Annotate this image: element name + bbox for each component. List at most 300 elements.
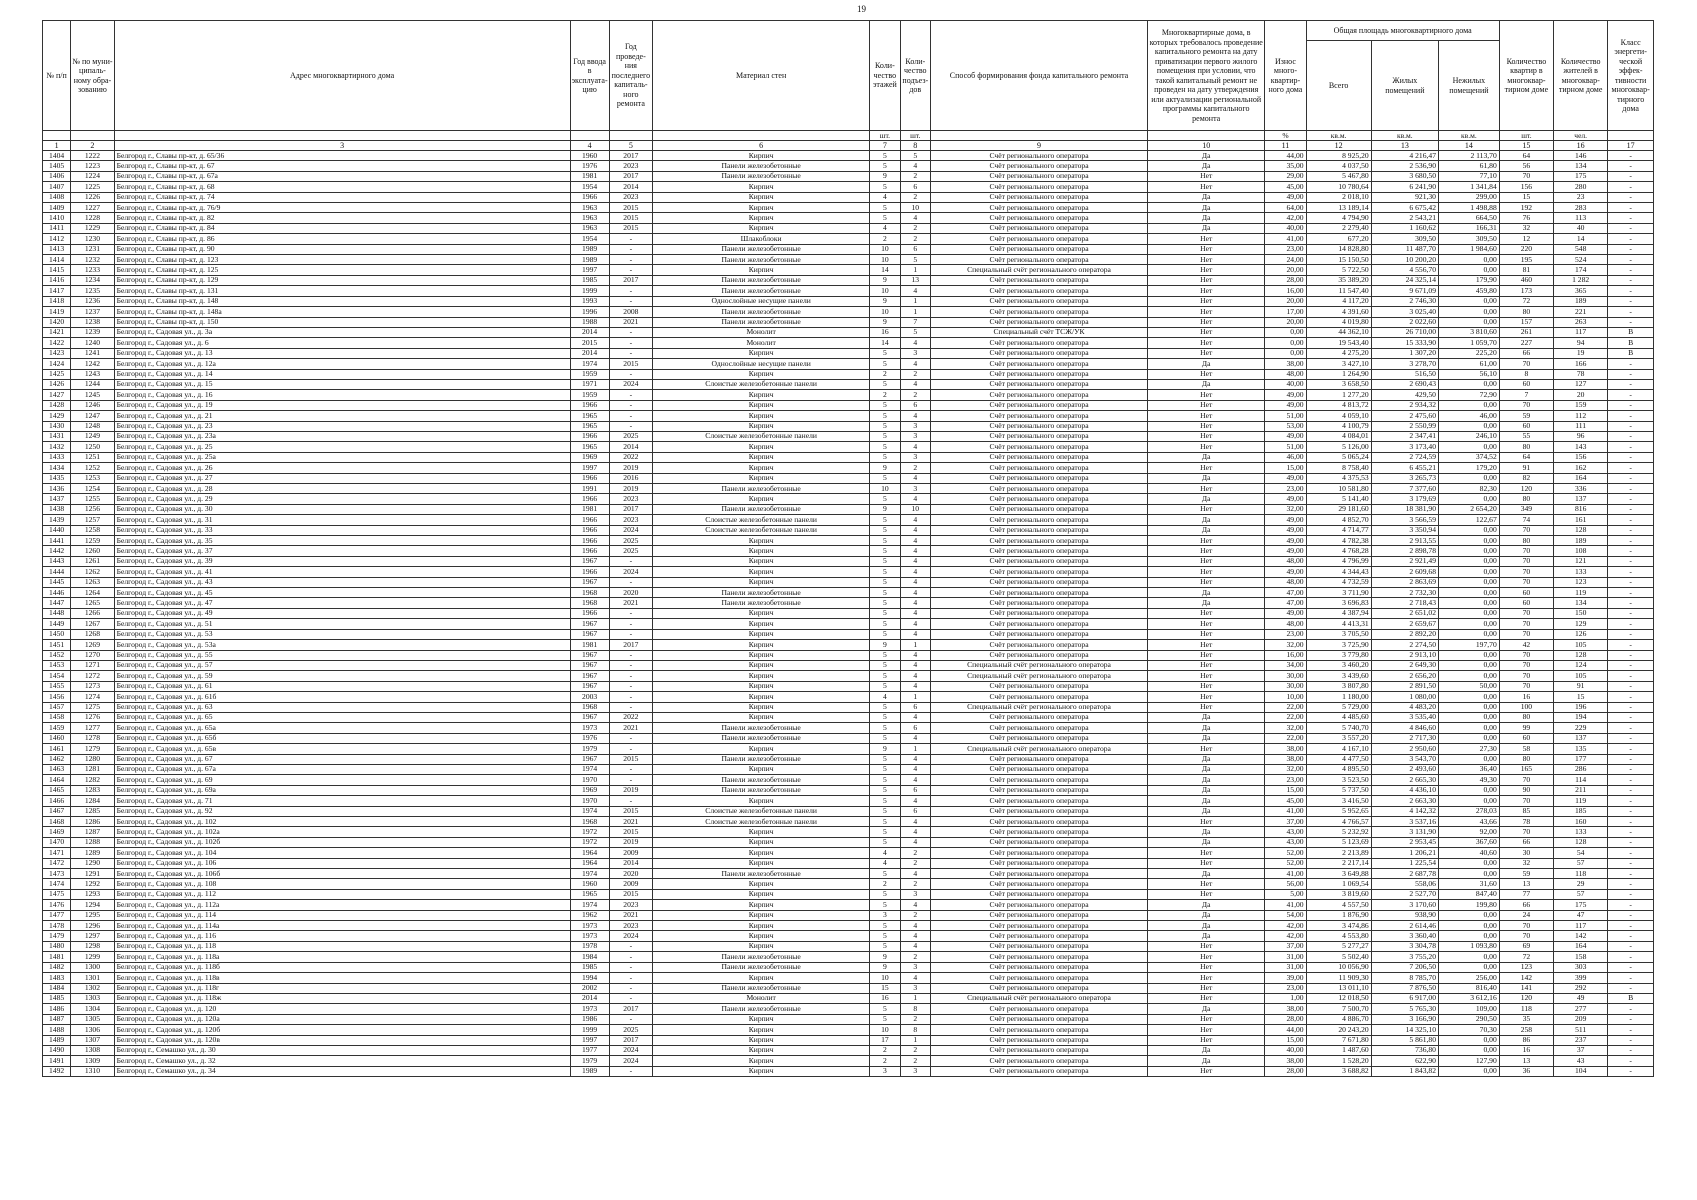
cell-flats: 70: [1499, 525, 1553, 535]
header-energy-class: Класс энергети-ческой эффек-тивности многоквар-тирного дома: [1608, 21, 1654, 131]
cell-energy-class: -: [1608, 733, 1654, 743]
cell-mun-num: 1283: [71, 785, 114, 795]
cell-num: 1462: [43, 754, 71, 764]
cell-entrances: 6: [900, 400, 930, 410]
cell-energy-class: -: [1608, 900, 1654, 910]
cell-area-nonliving: 0,00: [1438, 796, 1499, 806]
cell-area-nonliving: 179,90: [1438, 275, 1499, 285]
cell-fund-method: Счёт регионального оператора: [930, 754, 1147, 764]
cell-needs-repair: Да: [1148, 837, 1265, 847]
cell-fund-method: Счёт регионального оператора: [930, 296, 1147, 306]
cell-address: Белгород г., Садовая ул., д. 28: [114, 484, 570, 494]
cell-area-living: 2 274,50: [1371, 640, 1438, 650]
cell-num: 1445: [43, 577, 71, 587]
cell-year-built: 1985: [570, 962, 609, 972]
cell-area-total: 4 852,70: [1306, 515, 1371, 525]
cell-year-built: 1967: [570, 650, 609, 660]
cell-area-nonliving: 109,00: [1438, 1004, 1499, 1014]
cell-entrances: 4: [900, 359, 930, 369]
cell-energy-class: -: [1608, 203, 1654, 213]
cell-wall-material: Кирпич: [653, 921, 870, 931]
cell-area-living: 2 536,90: [1371, 161, 1438, 171]
table-row: [43, 307, 1654, 317]
cell-year-built: 1966: [570, 494, 609, 504]
cell-energy-class: -: [1608, 754, 1654, 764]
cell-address: Белгород г., Садовая ул., д. 31: [114, 515, 570, 525]
cell-mun-num: 1226: [71, 192, 114, 202]
cell-flats: 70: [1499, 619, 1553, 629]
cell-num: 1436: [43, 484, 71, 494]
cell-area-nonliving: 0,00: [1438, 629, 1499, 639]
table-row: [43, 369, 1654, 379]
cell-area-nonliving: 199,80: [1438, 900, 1499, 910]
cell-energy-class: -: [1608, 400, 1654, 410]
cell-area-living: 3 537,16: [1371, 817, 1438, 827]
cell-residents: 156: [1554, 452, 1608, 462]
cell-area-living: 938,90: [1371, 910, 1438, 920]
cell-flats: 70: [1499, 796, 1553, 806]
cell-wear: 30,00: [1265, 671, 1306, 681]
cell-needs-repair: Нет: [1148, 338, 1265, 348]
cell-residents: 78: [1554, 369, 1608, 379]
cell-flats: 195: [1499, 255, 1553, 265]
cell-year-repair: 2024: [609, 1056, 652, 1066]
cell-entrances: 3: [900, 983, 930, 993]
cell-mun-num: 1281: [71, 764, 114, 774]
cell-area-living: 2 543,21: [1371, 213, 1438, 223]
cell-area-total: 8 925,20: [1306, 151, 1371, 161]
cell-fund-method: Счёт регионального оператора: [930, 484, 1147, 494]
cell-area-nonliving: 1 341,84: [1438, 182, 1499, 192]
cell-residents: 194: [1554, 712, 1608, 722]
cell-year-repair: 2017: [609, 504, 652, 514]
cell-energy-class: -: [1608, 629, 1654, 639]
cell-num: 1435: [43, 473, 71, 483]
cell-area-total: 4 768,28: [1306, 546, 1371, 556]
cell-num: 1430: [43, 421, 71, 431]
cell-mun-num: 1300: [71, 962, 114, 972]
cell-area-nonliving: 0,00: [1438, 660, 1499, 670]
cell-fund-method: Счёт регионального оператора: [930, 307, 1147, 317]
cell-area-living: 3 179,69: [1371, 494, 1438, 504]
cell-floors: 4: [870, 858, 900, 868]
cell-area-living: 3 680,50: [1371, 171, 1438, 181]
cell-wall-material: Кирпич: [653, 941, 870, 951]
cell-year-built: 1985: [570, 275, 609, 285]
cell-address: Белгород г., Славы пр-кт, д. 84: [114, 223, 570, 233]
cell-floors: 4: [870, 192, 900, 202]
cell-address: Белгород г., Садовая ул., д. 65а: [114, 723, 570, 733]
cell-address: Белгород г., Садовая ул., д. 118а: [114, 952, 570, 962]
cell-floors: 2: [870, 369, 900, 379]
cell-fund-method: Специальный счёт регионального оператора: [930, 265, 1147, 275]
cell-area-living: 2 690,43: [1371, 379, 1438, 389]
cell-residents: 189: [1554, 296, 1608, 306]
cell-area-living: 4 846,60: [1371, 723, 1438, 733]
cell-area-total: 11 547,40: [1306, 286, 1371, 296]
cell-entrances: 3: [900, 1066, 930, 1076]
cell-year-repair: 2017: [609, 1004, 652, 1014]
cell-area-nonliving: 309,50: [1438, 234, 1499, 244]
cell-floors: 5: [870, 796, 900, 806]
cell-num: 1480: [43, 941, 71, 951]
cell-entrances: 4: [900, 775, 930, 785]
cell-area-nonliving: 92,00: [1438, 827, 1499, 837]
cell-area-nonliving: 0,00: [1438, 577, 1499, 587]
cell-entrances: 2: [900, 171, 930, 181]
cell-energy-class: -: [1608, 837, 1654, 847]
cell-needs-repair: Нет: [1148, 536, 1265, 546]
cell-address: Белгород г., Садовая ул., д. 65: [114, 712, 570, 722]
cell-residents: 150: [1554, 608, 1608, 618]
cell-year-repair: -: [609, 348, 652, 358]
cell-wall-material: Кирпич: [653, 1056, 870, 1066]
cell-mun-num: 1261: [71, 556, 114, 566]
cell-area-nonliving: 0,00: [1438, 733, 1499, 743]
cell-entrances: 4: [900, 494, 930, 504]
cell-year-built: 1999: [570, 1025, 609, 1035]
cell-area-living: 1 307,20: [1371, 348, 1438, 358]
cell-needs-repair: Нет: [1148, 952, 1265, 962]
cell-needs-repair: Нет: [1148, 286, 1265, 296]
cell-area-total: 4 485,60: [1306, 712, 1371, 722]
cell-energy-class: -: [1608, 275, 1654, 285]
cell-year-built: 1976: [570, 161, 609, 171]
cell-wall-material: Кирпич: [653, 640, 870, 650]
cell-flats: 74: [1499, 515, 1553, 525]
cell-area-total: 3 779,80: [1306, 650, 1371, 660]
table-row: [43, 973, 1654, 983]
cell-energy-class: -: [1608, 702, 1654, 712]
cell-floors: 9: [870, 744, 900, 754]
cell-year-built: 1991: [570, 484, 609, 494]
cell-num: 1416: [43, 275, 71, 285]
cell-residents: 126: [1554, 629, 1608, 639]
cell-mun-num: 1248: [71, 421, 114, 431]
cell-address: Белгород г., Садовая ул., д. 16: [114, 390, 570, 400]
cell-needs-repair: Да: [1148, 764, 1265, 774]
cell-num: 1433: [43, 452, 71, 462]
cell-entrances: 2: [900, 192, 930, 202]
cell-entrances: 3: [900, 452, 930, 462]
cell-entrances: 1: [900, 265, 930, 275]
cell-year-built: 1974: [570, 900, 609, 910]
cell-area-total: 1 264,90: [1306, 369, 1371, 379]
cell-year-built: 1967: [570, 712, 609, 722]
cell-area-nonliving: 0,00: [1438, 650, 1499, 660]
cell-area-nonliving: 0,00: [1438, 962, 1499, 972]
cell-area-total: 3 439,60: [1306, 671, 1371, 681]
cell-area-living: 2 663,30: [1371, 796, 1438, 806]
cell-entrances: 4: [900, 598, 930, 608]
cell-area-total: 3 711,90: [1306, 588, 1371, 598]
cell-address: Белгород г., Садовая ул., д. 59: [114, 671, 570, 681]
cell-year-repair: 2015: [609, 223, 652, 233]
cell-flats: 91: [1499, 463, 1553, 473]
cell-wall-material: Кирпич: [653, 151, 870, 161]
cell-address: Белгород г., Семашко ул., д. 34: [114, 1066, 570, 1076]
cell-fund-method: Счёт регионального оператора: [930, 463, 1147, 473]
cell-address: Белгород г., Садовая ул., д. 65б: [114, 733, 570, 743]
cell-mun-num: 1230: [71, 234, 114, 244]
cell-residents: 229: [1554, 723, 1608, 733]
cell-year-repair: 2022: [609, 452, 652, 462]
cell-address: Белгород г., Садовая ул., д. 30: [114, 504, 570, 514]
cell-floors: 5: [870, 161, 900, 171]
table-row: [43, 931, 1654, 941]
cell-num: 1472: [43, 858, 71, 868]
cell-floors: 5: [870, 681, 900, 691]
cell-flats: 36: [1499, 1066, 1553, 1076]
table-row: [43, 400, 1654, 410]
cell-mun-num: 1244: [71, 379, 114, 389]
cell-mun-num: 1292: [71, 879, 114, 889]
cell-area-nonliving: 127,90: [1438, 1056, 1499, 1066]
cell-fund-method: Счёт регионального оператора: [930, 213, 1147, 223]
cell-floors: 5: [870, 733, 900, 743]
table-row: [43, 504, 1654, 514]
cell-flats: 66: [1499, 900, 1553, 910]
cell-wear: 42,00: [1265, 213, 1306, 223]
cell-residents: 43: [1554, 1056, 1608, 1066]
cell-year-built: 1966: [570, 546, 609, 556]
cell-fund-method: Счёт регионального оператора: [930, 536, 1147, 546]
cell-fund-method: Счёт регионального оператора: [930, 234, 1147, 244]
cell-mun-num: 1233: [71, 265, 114, 275]
cell-year-built: 1966: [570, 192, 609, 202]
cell-residents: 104: [1554, 1066, 1608, 1076]
cell-wall-material: Кирпич: [653, 1025, 870, 1035]
cell-wall-material: Панели железобетонные: [653, 286, 870, 296]
cell-year-repair: 2015: [609, 827, 652, 837]
header-entrances: Коли-чество подъез-дов: [900, 21, 930, 131]
cell-wall-material: Кирпич: [653, 536, 870, 546]
cell-area-nonliving: 56,10: [1438, 369, 1499, 379]
cell-residents: 164: [1554, 941, 1608, 951]
cell-flats: 80: [1499, 442, 1553, 452]
cell-fund-method: Счёт регионального оператора: [930, 223, 1147, 233]
cell-wear: 29,00: [1265, 171, 1306, 181]
cell-year-repair: -: [609, 608, 652, 618]
cell-area-total: 4 796,99: [1306, 556, 1371, 566]
header-num: № п/п: [43, 21, 71, 131]
cell-flats: 24: [1499, 910, 1553, 920]
cell-area-living: 6 455,21: [1371, 463, 1438, 473]
cell-mun-num: 1290: [71, 858, 114, 868]
table-row: [43, 983, 1654, 993]
cell-fund-method: Счёт регионального оператора: [930, 629, 1147, 639]
cell-year-built: 1997: [570, 463, 609, 473]
cell-needs-repair: Нет: [1148, 265, 1265, 275]
cell-wall-material: Кирпич: [653, 973, 870, 983]
housing-register-table-wrapper: [42, 20, 1654, 1077]
cell-energy-class: -: [1608, 223, 1654, 233]
cell-wall-material: Кирпич: [653, 348, 870, 358]
cell-area-total: 12 018,50: [1306, 993, 1371, 1003]
cell-flats: 69: [1499, 941, 1553, 951]
cell-floors: 10: [870, 307, 900, 317]
cell-area-living: 3 025,40: [1371, 307, 1438, 317]
cell-entrances: 4: [900, 869, 930, 879]
cell-address: Белгород г., Славы пр-кт, д. 131: [114, 286, 570, 296]
cell-num: 1412: [43, 234, 71, 244]
cell-num: 1458: [43, 712, 71, 722]
cell-year-built: 1984: [570, 952, 609, 962]
cell-year-repair: -: [609, 265, 652, 275]
cell-entrances: 4: [900, 286, 930, 296]
cell-address: Белгород г., Садовая ул., д. 108: [114, 879, 570, 889]
cell-mun-num: 1257: [71, 515, 114, 525]
cell-wall-material: Кирпич: [653, 1045, 870, 1055]
cell-energy-class: -: [1608, 1004, 1654, 1014]
cell-year-built: 1981: [570, 504, 609, 514]
unit-area-nonliving: кв.м.: [1438, 131, 1499, 141]
cell-address: Белгород г., Славы пр-кт, д. 86: [114, 234, 570, 244]
cell-wall-material: Панели железобетонные: [653, 962, 870, 972]
cell-address: Белгород г., Садовая ул., д. 120б: [114, 1025, 570, 1035]
cell-area-total: 5 737,50: [1306, 785, 1371, 795]
cell-area-nonliving: 0,00: [1438, 307, 1499, 317]
cell-residents: 119: [1554, 588, 1608, 598]
cell-wall-material: Кирпич: [653, 1066, 870, 1076]
cell-year-built: 1967: [570, 577, 609, 587]
cell-area-living: 2 022,60: [1371, 317, 1438, 327]
cell-flats: 80: [1499, 536, 1553, 546]
cell-wear: 46,00: [1265, 452, 1306, 462]
cell-residents: 15: [1554, 692, 1608, 702]
cell-year-built: 1967: [570, 619, 609, 629]
cell-wear: 49,00: [1265, 525, 1306, 535]
table-row: [43, 723, 1654, 733]
cell-fund-method: Счёт регионального оператора: [930, 973, 1147, 983]
cell-mun-num: 1231: [71, 244, 114, 254]
cell-wear: 51,00: [1265, 442, 1306, 452]
cell-flats: 66: [1499, 348, 1553, 358]
table-row: [43, 681, 1654, 691]
cell-wear: 22,00: [1265, 733, 1306, 743]
cell-fund-method: Счёт регионального оператора: [930, 421, 1147, 431]
cell-flats: 76: [1499, 213, 1553, 223]
cell-wear: 22,00: [1265, 702, 1306, 712]
cell-year-built: 1969: [570, 785, 609, 795]
cell-residents: 119: [1554, 796, 1608, 806]
table-row: [43, 223, 1654, 233]
cell-area-living: 3 755,20: [1371, 952, 1438, 962]
cell-num: 1439: [43, 515, 71, 525]
cell-fund-method: Счёт регионального оператора: [930, 525, 1147, 535]
cell-num: 1437: [43, 494, 71, 504]
cell-address: Белгород г., Садовая ул., д. 37: [114, 546, 570, 556]
cell-fund-method: Счёт регионального оператора: [930, 359, 1147, 369]
cell-num: 1442: [43, 546, 71, 556]
table-body: [43, 151, 1654, 1077]
cell-residents: 1 282: [1554, 275, 1608, 285]
cell-mun-num: 1238: [71, 317, 114, 327]
cell-entrances: 4: [900, 921, 930, 931]
col-number: 14: [1438, 141, 1499, 151]
cell-entrances: 4: [900, 712, 930, 722]
cell-year-built: 1996: [570, 307, 609, 317]
cell-energy-class: В: [1608, 327, 1654, 337]
cell-floors: 5: [870, 785, 900, 795]
cell-num: 1447: [43, 598, 71, 608]
cell-num: 1450: [43, 629, 71, 639]
cell-floors: 5: [870, 723, 900, 733]
cell-wall-material: Однослойные несущие панели: [653, 296, 870, 306]
table-row: [43, 869, 1654, 879]
cell-area-nonliving: 816,40: [1438, 983, 1499, 993]
cell-wall-material: Кирпич: [653, 910, 870, 920]
cell-year-repair: -: [609, 421, 652, 431]
table-row: [43, 203, 1654, 213]
col-number: 1: [43, 141, 71, 151]
cell-energy-class: -: [1608, 369, 1654, 379]
cell-wall-material: Панели железобетонные: [653, 598, 870, 608]
cell-energy-class: -: [1608, 171, 1654, 181]
cell-mun-num: 1236: [71, 296, 114, 306]
cell-area-nonliving: 0,00: [1438, 1045, 1499, 1055]
cell-wall-material: Кирпич: [653, 411, 870, 421]
cell-energy-class: -: [1608, 889, 1654, 899]
cell-wear: 38,00: [1265, 1004, 1306, 1014]
cell-floors: 16: [870, 327, 900, 337]
cell-area-nonliving: 0,00: [1438, 421, 1499, 431]
col-number: 12: [1306, 141, 1371, 151]
cell-wear: 23,00: [1265, 244, 1306, 254]
cell-floors: 4: [870, 692, 900, 702]
cell-year-repair: -: [609, 244, 652, 254]
cell-area-nonliving: 0,00: [1438, 255, 1499, 265]
table-row: [43, 640, 1654, 650]
table-row: [43, 941, 1654, 951]
cell-mun-num: 1260: [71, 546, 114, 556]
cell-area-living: 2 732,30: [1371, 588, 1438, 598]
cell-fund-method: Счёт регионального оператора: [930, 640, 1147, 650]
cell-floors: 5: [870, 1014, 900, 1024]
table-row: [43, 255, 1654, 265]
cell-address: Белгород г., Садовая ул., д. 65в: [114, 744, 570, 754]
cell-year-built: 1999: [570, 286, 609, 296]
col-number: 4: [570, 141, 609, 151]
cell-num: 1454: [43, 671, 71, 681]
cell-num: 1476: [43, 900, 71, 910]
cell-wear: 44,00: [1265, 151, 1306, 161]
cell-energy-class: -: [1608, 463, 1654, 473]
cell-num: 1467: [43, 806, 71, 816]
cell-area-nonliving: 367,60: [1438, 837, 1499, 847]
cell-wear: 48,00: [1265, 369, 1306, 379]
cell-area-nonliving: 61,80: [1438, 161, 1499, 171]
cell-mun-num: 1289: [71, 848, 114, 858]
cell-residents: 166: [1554, 359, 1608, 369]
cell-needs-repair: Нет: [1148, 400, 1265, 410]
cell-wear: 16,00: [1265, 650, 1306, 660]
cell-address: Белгород г., Садовая ул., д. 13: [114, 348, 570, 358]
cell-area-total: 1 069,54: [1306, 879, 1371, 889]
cell-year-built: 1970: [570, 796, 609, 806]
cell-area-nonliving: 0,00: [1438, 598, 1499, 608]
cell-wear: 16,00: [1265, 286, 1306, 296]
cell-mun-num: 1266: [71, 608, 114, 618]
cell-area-living: 2 649,30: [1371, 660, 1438, 670]
col-number: 13: [1371, 141, 1438, 151]
cell-area-living: 2 687,78: [1371, 869, 1438, 879]
table-row: [43, 921, 1654, 931]
cell-area-total: 4 557,50: [1306, 900, 1371, 910]
cell-year-built: 1959: [570, 390, 609, 400]
cell-needs-repair: Нет: [1148, 1066, 1265, 1076]
unit-floors: шт.: [870, 131, 900, 141]
